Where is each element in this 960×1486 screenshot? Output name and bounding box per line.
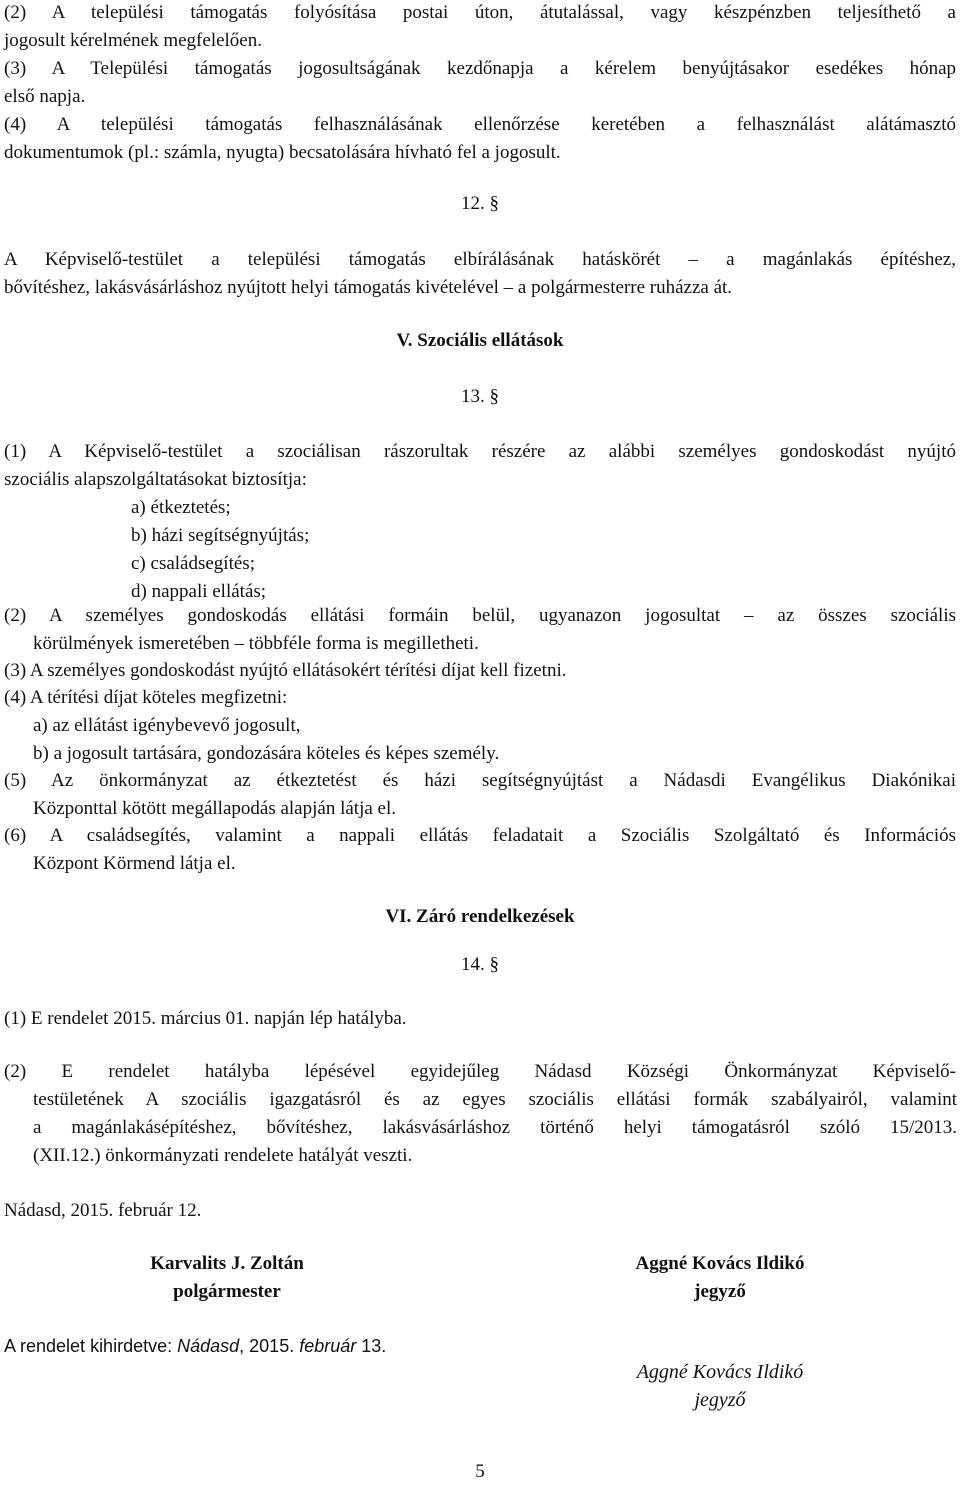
sec13-p5-line2: Központtal kötött megállapodás alapján látja el. [33, 798, 396, 819]
sec13-item-b: b) házi segítségnyújtás; [131, 525, 310, 546]
chapter-v-title: V. Szociális ellátások [396, 330, 564, 351]
sec14-p2-line1: (2) E rendelet hatályba lépésével egyidejűleg Nádasd Községi Önkormányzat Képviselő- [4, 1061, 956, 1082]
promulgation-sep: , 2015. [239, 1336, 300, 1356]
sec13-p4-b: b) a jogosult tartására, gondozására köteles és képes személy. [33, 743, 500, 764]
sec13-p5-line1: (5) Az önkormányzat az étkeztetést és házi segítségnyújtást a Nádasdi Evangélikus Diakónikai [4, 770, 956, 791]
sec13-p1-line2: szociális alapszolgáltatásokat biztosítja: [4, 469, 307, 490]
sec13-heading: 13. § [461, 386, 499, 407]
sec13-p2-line1: (2) A személyes gondoskodás ellátási formáin belül, ugyanazon jogosultat – az összes szociális [4, 605, 956, 626]
sec13-p6-line1: (6) A családsegítés, valamint a nappali ellátás feladatait a Szociális Szolgáltató és Információs [4, 825, 956, 846]
promulgation-prefix: A rendelet kihirdetve: [4, 1336, 178, 1356]
notary-title: jegyző [694, 1281, 746, 1302]
page-number: 5 [475, 1461, 485, 1482]
handwritten-signature-name: Aggné Kovács Ildikó [636, 1361, 804, 1383]
sec13-p6-line2: Központ Körmend látja el. [33, 853, 236, 874]
sec13-p4-a: a) az ellátást igénybevevő jogosult, [33, 715, 301, 736]
promulgation-place: Nádasd [177, 1336, 240, 1356]
chapter-vi-title: VI. Záró rendelkezések [385, 906, 575, 927]
sec14-p2-line4: (XII.12.) önkormányzati rendelete hatályát veszti. [33, 1145, 413, 1166]
sec14-p2-line3: a magánlakásépítéshez, bővítéshez, lakásvásárláshoz történő helyi támogatásról szóló 15/2013. [33, 1117, 957, 1138]
mayor-title: polgármester [173, 1281, 281, 1302]
sec13-p4: (4) A térítési díjat köteles megfizetni: [4, 687, 288, 708]
sec11-p4-line1: (4) A települési támogatás felhasználásának ellenőrzése keretében a felhasználást alátámasztó [4, 114, 956, 135]
sec13-p1-line1: (1) A Képviselő-testület a szociálisan rászorultak részére az alábbi személyes gondoskodást nyújtó [4, 441, 956, 462]
sec11-p3-line1: (3) A Települési támogatás jogosultságának kezdőnapja a kérelem benyújtásakor esedékes hónap [4, 58, 956, 79]
sec14-p1: (1) E rendelet 2015. március 01. napján lép hatályba. [4, 1008, 407, 1029]
sec11-p2-line1: (2) A települési támogatás folyósítása postai úton, átutalással, vagy készpénzben teljesíthető a [4, 2, 956, 23]
promulgation-month: február [299, 1336, 357, 1356]
sec12-line1: A Képviselő-testület a települési támogatás elbírálásának hatáskörét – a magánlakás építéshez, [4, 249, 956, 270]
sec13-item-c: c) családsegítés; [131, 553, 255, 574]
sec13-item-a: a) étkeztetés; [131, 497, 231, 518]
sec14-p2-line2: testületének A szociális igazgatásról és az egyes szociális ellátási formák szabályairól, valamint [33, 1089, 957, 1110]
sec13-item-d: d) nappali ellátás; [131, 581, 267, 602]
handwritten-signature-title: jegyző [694, 1389, 746, 1411]
promulgation-line [4, 1332, 386, 1360]
sec11-p4-line2: dokumentumok (pl.: számla, nyugta) becsatolására hívható fel a jogosult. [4, 142, 561, 163]
notary-name: Aggné Kovács Ildikó [635, 1253, 805, 1274]
sec13-p3: (3) A személyes gondoskodást nyújtó ellátásokért térítési díjat kell fizetni. [4, 660, 567, 681]
place-date: Nádasd, 2015. február 12. [4, 1200, 202, 1221]
sec12-heading: 12. § [461, 193, 499, 214]
mayor-name: Karvalits J. Zoltán [150, 1253, 304, 1274]
sec11-p2-line2: jogosult kérelmének megfelelően. [4, 30, 262, 51]
sec14-heading: 14. § [461, 954, 499, 975]
promulgation-day: 13. [356, 1336, 387, 1356]
sec12-line2: bővítéshez, lakásvásárláshoz nyújtott helyi támogatás kivételével – a polgármesterre ruházza át. [4, 277, 733, 298]
sec13-p2-line2: körülmények ismeretében – többféle forma is megilletheti. [33, 633, 479, 654]
sec11-p3-line2: első napja. [4, 86, 86, 107]
